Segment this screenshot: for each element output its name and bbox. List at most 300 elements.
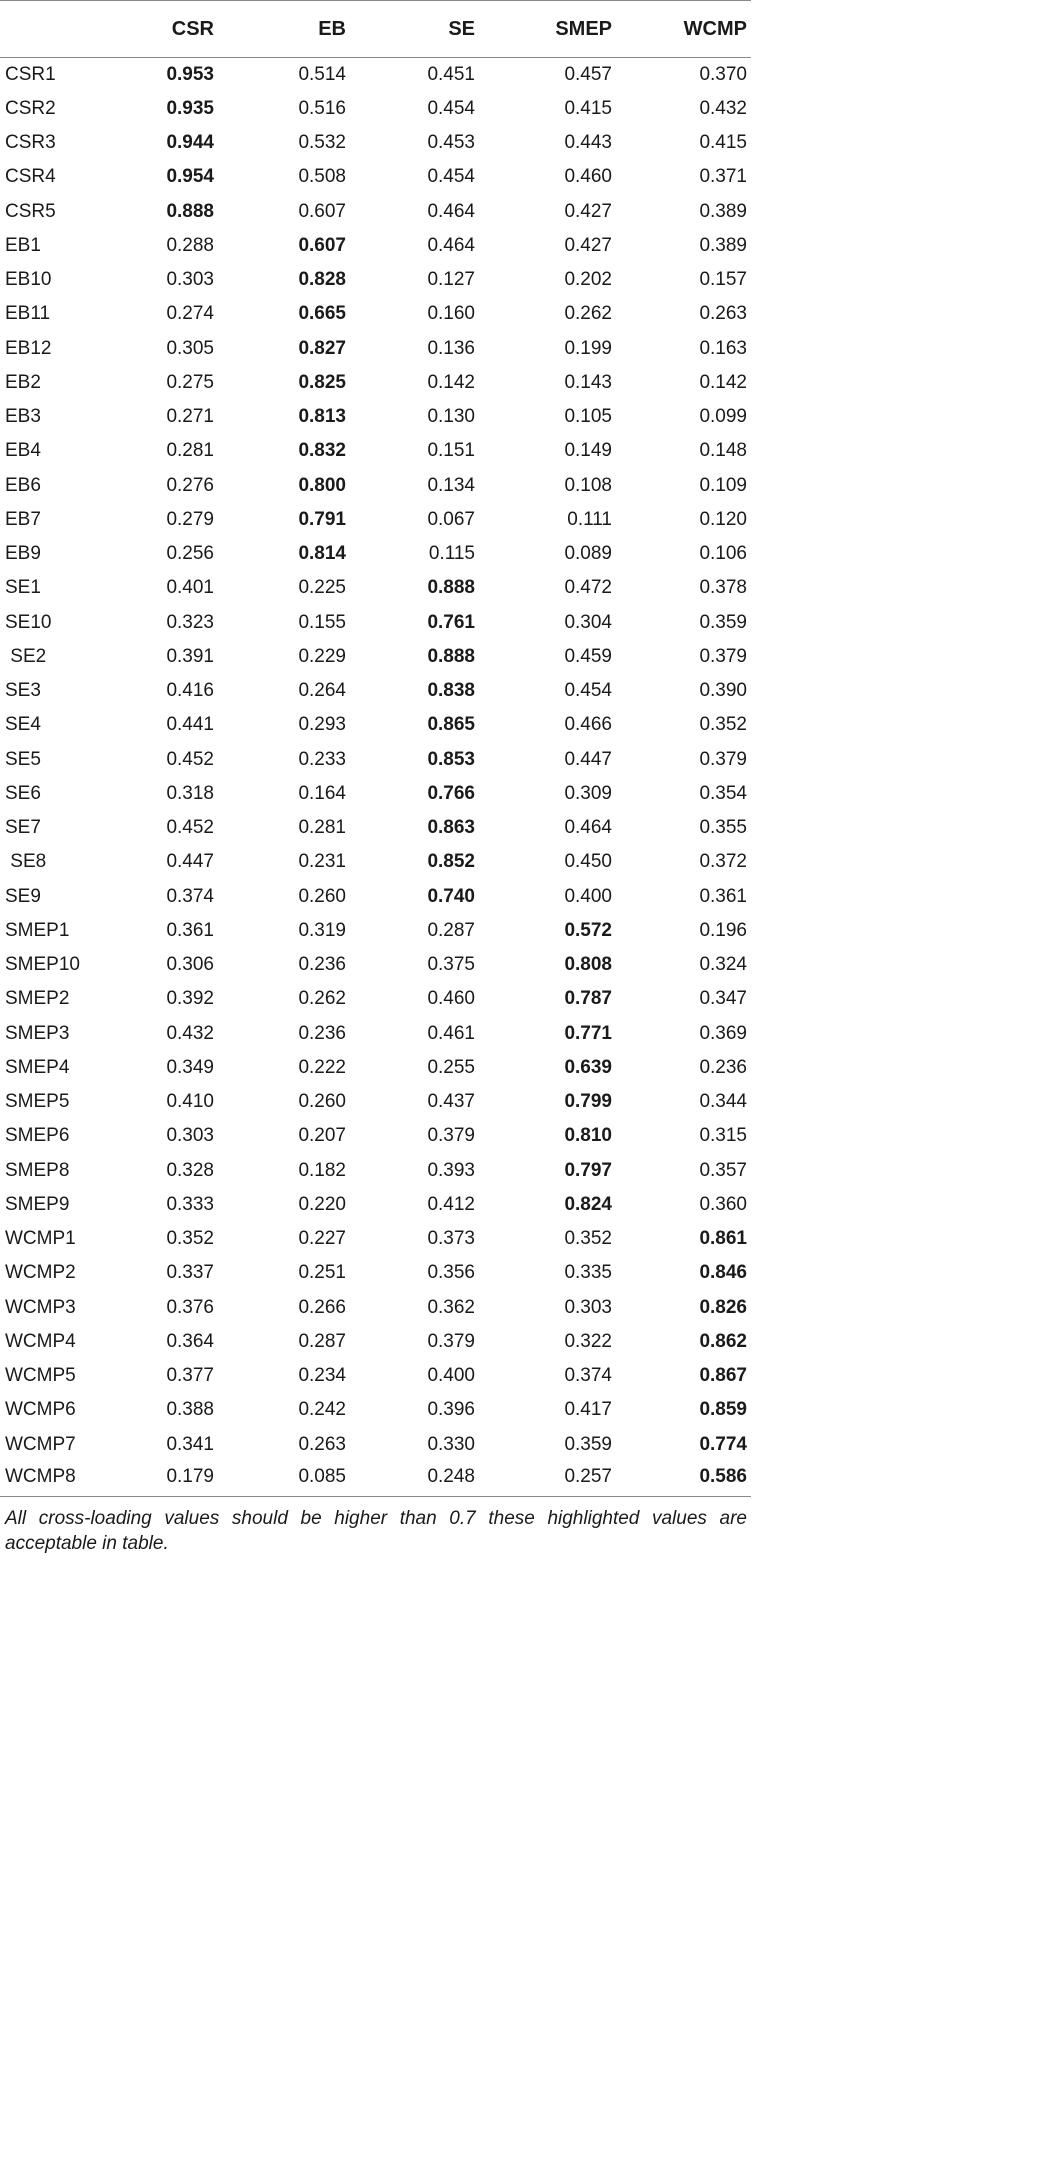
loading-cell: 0.322 xyxy=(564,1330,612,1352)
loading-cell: 0.360 xyxy=(699,1193,747,1215)
loading-cell: 0.179 xyxy=(130,1462,218,1496)
row-label: WCMP7 xyxy=(5,1433,76,1455)
loading-cell: 0.390 xyxy=(699,680,747,702)
header-cell-eb: EB xyxy=(218,1,350,58)
loading-cell: 0.953 xyxy=(166,63,214,85)
loading-cell: 0.356 xyxy=(427,1262,475,1284)
row-label: SMEP2 xyxy=(5,988,70,1010)
header-row xyxy=(0,1,751,58)
loading-cell: 0.374 xyxy=(166,885,214,907)
table-row xyxy=(0,640,751,674)
table-row xyxy=(0,1393,751,1427)
table-row xyxy=(0,434,751,468)
loading-cell: 0.324 xyxy=(699,954,747,976)
header-cell-se: SE xyxy=(350,1,479,58)
table-row xyxy=(0,1085,751,1119)
loading-cell: 0.085 xyxy=(218,1462,350,1496)
loading-cell: 0.263 xyxy=(699,303,747,325)
loading-cell: 0.142 xyxy=(427,371,475,393)
row-label: WCMP2 xyxy=(5,1262,76,1284)
loading-cell: 0.359 xyxy=(699,611,747,633)
row-label: WCMP3 xyxy=(5,1296,76,1318)
loading-cell: 0.236 xyxy=(699,1056,747,1078)
loading-cell: 0.352 xyxy=(564,1228,612,1250)
table-row xyxy=(0,1325,751,1359)
loading-cell: 0.319 xyxy=(298,919,346,941)
loading-cell: 0.330 xyxy=(427,1433,475,1455)
loading-cell: 0.450 xyxy=(564,851,612,873)
header-cell-csr: CSR xyxy=(130,1,218,58)
loading-cell: 0.427 xyxy=(564,234,612,256)
loading-cell: 0.260 xyxy=(298,885,346,907)
row-label: CSR1 xyxy=(5,63,56,85)
row-label: CSR5 xyxy=(5,200,56,222)
loading-cell: 0.227 xyxy=(298,1228,346,1250)
loading-cell: 0.352 xyxy=(166,1228,214,1250)
loading-cell: 0.370 xyxy=(699,63,747,85)
loading-cell: 0.371 xyxy=(699,166,747,188)
loading-cell: 0.089 xyxy=(564,543,612,565)
loading-cell: 0.572 xyxy=(564,919,612,941)
loading-cell: 0.303 xyxy=(166,269,214,291)
loading-cell: 0.373 xyxy=(427,1228,475,1250)
row-label: SMEP6 xyxy=(5,1125,70,1147)
loading-cell: 0.281 xyxy=(166,440,214,462)
row-label: EB12 xyxy=(5,337,52,359)
table-row xyxy=(0,1119,751,1153)
loading-cell: 0.451 xyxy=(427,63,475,85)
table-row xyxy=(0,914,751,948)
loading-cell: 0.766 xyxy=(427,782,475,804)
table-row xyxy=(0,332,751,366)
loading-cell: 0.460 xyxy=(564,166,612,188)
row-label: SE7 xyxy=(5,817,41,839)
table-row xyxy=(0,366,751,400)
row-label: EB2 xyxy=(5,371,41,393)
table-row xyxy=(0,297,751,331)
loading-cell: 0.111 xyxy=(567,508,612,530)
loading-cell: 0.447 xyxy=(564,748,612,770)
loading-cell: 0.160 xyxy=(427,303,475,325)
row-label: SE6 xyxy=(5,782,41,804)
loading-cell: 0.771 xyxy=(564,1022,612,1044)
loading-cell: 0.388 xyxy=(166,1399,214,1421)
loading-cell: 0.281 xyxy=(298,817,346,839)
loading-cell: 0.401 xyxy=(166,577,214,599)
loading-cell: 0.306 xyxy=(166,954,214,976)
loading-cell: 0.231 xyxy=(298,851,346,873)
loading-cell: 0.400 xyxy=(564,885,612,907)
loading-cell: 0.838 xyxy=(427,680,475,702)
loading-cell: 0.415 xyxy=(564,97,612,119)
row-label: SE2 xyxy=(5,645,47,667)
loading-cell: 0.148 xyxy=(699,440,747,462)
table-row xyxy=(0,708,751,742)
loading-cell: 0.441 xyxy=(166,714,214,736)
row-label: SE4 xyxy=(5,714,41,736)
table-header xyxy=(0,1,751,58)
loading-cell: 0.262 xyxy=(298,988,346,1010)
row-label: SMEP8 xyxy=(5,1159,70,1181)
table-row xyxy=(0,1256,751,1290)
loading-cell: 0.120 xyxy=(699,508,747,530)
loading-cell: 0.341 xyxy=(166,1433,214,1455)
loading-cell: 0.396 xyxy=(427,1399,475,1421)
table-row xyxy=(0,1462,751,1496)
loading-cell: 0.234 xyxy=(298,1365,346,1387)
loading-cell: 0.826 xyxy=(699,1296,747,1318)
loading-cell: 0.774 xyxy=(699,1433,747,1455)
loading-cell: 0.372 xyxy=(699,851,747,873)
loading-cell: 0.304 xyxy=(564,611,612,633)
loading-cell: 0.828 xyxy=(298,269,346,291)
loading-cell: 0.318 xyxy=(166,782,214,804)
row-label: WCMP8 xyxy=(0,1462,130,1496)
row-label: SMEP3 xyxy=(5,1022,70,1044)
table-footnote: All cross-loading values should be higher than 0.7 these highlighted values are acceptable in table. xyxy=(5,1507,747,1554)
loading-cell: 0.262 xyxy=(564,303,612,325)
loading-cell: 0.256 xyxy=(166,543,214,565)
loading-cell: 0.127 xyxy=(427,269,475,291)
loading-cell: 0.416 xyxy=(166,680,214,702)
loading-cell: 0.814 xyxy=(298,543,346,565)
loading-cell: 0.846 xyxy=(699,1262,747,1284)
loading-cell: 0.288 xyxy=(166,234,214,256)
table-row xyxy=(0,1188,751,1222)
loading-cell: 0.832 xyxy=(298,440,346,462)
loading-cell: 0.255 xyxy=(427,1056,475,1078)
loading-cell: 0.452 xyxy=(166,817,214,839)
loading-cell: 0.639 xyxy=(564,1056,612,1078)
table-row xyxy=(0,948,751,982)
loading-cell: 0.264 xyxy=(298,680,346,702)
row-label: EB1 xyxy=(5,234,41,256)
row-label: SE3 xyxy=(5,680,41,702)
row-label: CSR3 xyxy=(5,132,56,154)
table-row xyxy=(0,1359,751,1393)
loading-cell: 0.315 xyxy=(699,1125,747,1147)
row-label: EB4 xyxy=(5,440,41,462)
loading-cell: 0.142 xyxy=(699,371,747,393)
row-label: EB7 xyxy=(5,508,41,530)
loading-cell: 0.149 xyxy=(564,440,612,462)
loading-cell: 0.260 xyxy=(298,1091,346,1113)
loading-cell: 0.236 xyxy=(298,1022,346,1044)
loading-cell: 0.361 xyxy=(699,885,747,907)
table-row xyxy=(0,263,751,297)
table-body xyxy=(0,58,751,1497)
row-label: EB9 xyxy=(5,543,41,565)
table-row xyxy=(0,571,751,605)
loading-cell: 0.453 xyxy=(427,132,475,154)
loading-cell: 0.109 xyxy=(699,474,747,496)
loading-cell: 0.202 xyxy=(564,269,612,291)
loading-cell: 0.130 xyxy=(427,406,475,428)
loading-cell: 0.357 xyxy=(699,1159,747,1181)
loading-cell: 0.800 xyxy=(298,474,346,496)
loading-cell: 0.532 xyxy=(298,132,346,154)
loading-cell: 0.108 xyxy=(564,474,612,496)
loading-cell: 0.337 xyxy=(166,1262,214,1284)
table-row xyxy=(0,674,751,708)
loading-cell: 0.287 xyxy=(298,1330,346,1352)
loading-cell: 0.389 xyxy=(699,234,747,256)
row-label: SE1 xyxy=(5,577,41,599)
loading-cell: 0.516 xyxy=(298,97,346,119)
loading-cell: 0.460 xyxy=(427,988,475,1010)
loading-cell: 0.374 xyxy=(564,1365,612,1387)
table-row xyxy=(0,503,751,537)
loading-cell: 0.452 xyxy=(166,748,214,770)
loading-cell: 0.954 xyxy=(166,166,214,188)
loading-cell: 0.824 xyxy=(564,1193,612,1215)
loading-cell: 0.354 xyxy=(699,782,747,804)
header-cell-wcmp: WCMP xyxy=(616,1,751,58)
loading-cell: 0.391 xyxy=(166,645,214,667)
loading-cell: 0.143 xyxy=(564,371,612,393)
header-cell-smep: SMEP xyxy=(479,1,616,58)
loading-cell: 0.263 xyxy=(298,1433,346,1455)
row-label: EB11 xyxy=(5,303,51,325)
loading-cell: 0.099 xyxy=(699,406,747,428)
row-label: WCMP6 xyxy=(5,1399,76,1421)
loading-cell: 0.379 xyxy=(699,748,747,770)
row-label: SMEP5 xyxy=(5,1091,70,1113)
row-label: WCMP5 xyxy=(5,1365,76,1387)
loading-cell: 0.364 xyxy=(166,1330,214,1352)
loading-cell: 0.665 xyxy=(298,303,346,325)
table-row xyxy=(0,469,751,503)
table-row xyxy=(0,1428,751,1462)
loading-cell: 0.464 xyxy=(427,200,475,222)
loading-cell: 0.944 xyxy=(166,132,214,154)
table-row xyxy=(0,229,751,263)
loading-cell: 0.454 xyxy=(427,97,475,119)
loading-cell: 0.352 xyxy=(699,714,747,736)
loading-cell: 0.242 xyxy=(298,1399,346,1421)
loading-cell: 0.935 xyxy=(166,97,214,119)
loading-cell: 0.432 xyxy=(699,97,747,119)
loading-cell: 0.287 xyxy=(427,919,475,941)
loading-cell: 0.791 xyxy=(298,508,346,530)
loading-cell: 0.347 xyxy=(699,988,747,1010)
loading-cell: 0.443 xyxy=(564,132,612,154)
loading-cell: 0.106 xyxy=(699,543,747,565)
loading-cell: 0.427 xyxy=(564,200,612,222)
loading-cell: 0.454 xyxy=(564,680,612,702)
loading-cell: 0.333 xyxy=(166,1193,214,1215)
loading-cell: 0.457 xyxy=(564,63,612,85)
loading-cell: 0.305 xyxy=(166,337,214,359)
loading-cell: 0.163 xyxy=(699,337,747,359)
loading-cell: 0.355 xyxy=(699,817,747,839)
table-row xyxy=(0,880,751,914)
table-row xyxy=(0,606,751,640)
loading-cell: 0.182 xyxy=(298,1159,346,1181)
row-label: WCMP4 xyxy=(5,1330,76,1352)
table-row xyxy=(0,537,751,571)
table-row xyxy=(0,1222,751,1256)
loading-cell: 0.415 xyxy=(699,132,747,154)
table-row xyxy=(0,777,751,811)
loading-cell: 0.827 xyxy=(298,337,346,359)
table-row xyxy=(0,92,751,126)
loading-cell: 0.115 xyxy=(428,543,475,565)
table-row xyxy=(0,982,751,1016)
table-row xyxy=(0,845,751,879)
loading-cell: 0.466 xyxy=(564,714,612,736)
loading-cell: 0.586 xyxy=(616,1462,751,1496)
loading-cell: 0.266 xyxy=(298,1296,346,1318)
loading-cell: 0.229 xyxy=(298,645,346,667)
loading-cell: 0.888 xyxy=(427,577,475,599)
row-label: SMEP10 xyxy=(5,954,80,976)
loading-cell: 0.335 xyxy=(564,1262,612,1284)
loading-cell: 0.888 xyxy=(427,645,475,667)
loading-cell: 0.328 xyxy=(166,1159,214,1181)
row-label: SE9 xyxy=(5,885,41,907)
loading-cell: 0.808 xyxy=(564,954,612,976)
row-label: SMEP1 xyxy=(5,919,70,941)
loading-cell: 0.377 xyxy=(166,1365,214,1387)
row-label: EB10 xyxy=(5,269,52,291)
loading-cell: 0.787 xyxy=(564,988,612,1010)
row-label: WCMP1 xyxy=(5,1228,76,1250)
loading-cell: 0.369 xyxy=(699,1022,747,1044)
loading-cell: 0.134 xyxy=(427,474,475,496)
row-label: EB3 xyxy=(5,406,41,428)
loading-cell: 0.508 xyxy=(298,166,346,188)
loading-cell: 0.199 xyxy=(564,337,612,359)
table-row xyxy=(0,811,751,845)
row-label: CSR2 xyxy=(5,97,56,119)
table-row xyxy=(0,58,751,92)
loading-cell: 0.888 xyxy=(166,200,214,222)
loading-cell: 0.447 xyxy=(166,851,214,873)
loading-cell: 0.392 xyxy=(166,988,214,1010)
loading-cell: 0.379 xyxy=(427,1125,475,1147)
loading-cell: 0.432 xyxy=(166,1022,214,1044)
loading-cell: 0.276 xyxy=(166,474,214,496)
loading-cell: 0.275 xyxy=(166,371,214,393)
table-row xyxy=(0,195,751,229)
loading-cell: 0.379 xyxy=(699,645,747,667)
loading-cell: 0.225 xyxy=(298,577,346,599)
loading-cell: 0.867 xyxy=(699,1365,747,1387)
row-label: SE8 xyxy=(5,851,47,873)
loading-cell: 0.233 xyxy=(298,748,346,770)
loading-cell: 0.164 xyxy=(298,782,346,804)
table-row xyxy=(0,1017,751,1051)
loading-cell: 0.400 xyxy=(427,1365,475,1387)
loading-cell: 0.375 xyxy=(427,954,475,976)
table-row xyxy=(0,1051,751,1085)
loading-cell: 0.461 xyxy=(427,1022,475,1044)
loading-cell: 0.136 xyxy=(427,337,475,359)
loading-cell: 0.349 xyxy=(166,1056,214,1078)
loading-cell: 0.454 xyxy=(427,166,475,188)
loading-cell: 0.825 xyxy=(298,371,346,393)
loading-cell: 0.459 xyxy=(564,645,612,667)
loading-cell: 0.151 xyxy=(427,440,475,462)
table-row xyxy=(0,1154,751,1188)
loading-cell: 0.105 xyxy=(564,406,612,428)
loading-cell: 0.464 xyxy=(564,817,612,839)
loading-cell: 0.303 xyxy=(166,1125,214,1147)
loading-cell: 0.412 xyxy=(427,1193,475,1215)
loading-cell: 0.852 xyxy=(427,851,475,873)
loading-cell: 0.464 xyxy=(427,234,475,256)
loading-cell: 0.472 xyxy=(564,577,612,599)
row-label: CSR4 xyxy=(5,166,56,188)
loading-cell: 0.359 xyxy=(564,1433,612,1455)
loading-cell: 0.220 xyxy=(298,1193,346,1215)
loading-cell: 0.157 xyxy=(699,269,747,291)
cross-loadings-table xyxy=(0,0,751,1497)
loading-cell: 0.222 xyxy=(298,1056,346,1078)
loading-cell: 0.344 xyxy=(699,1091,747,1113)
loading-cell: 0.309 xyxy=(564,782,612,804)
loading-cell: 0.514 xyxy=(298,63,346,85)
table-row xyxy=(0,743,751,777)
loading-cell: 0.437 xyxy=(427,1091,475,1113)
loading-cell: 0.279 xyxy=(166,508,214,530)
row-label: SMEP9 xyxy=(5,1193,70,1215)
loading-cell: 0.251 xyxy=(298,1262,346,1284)
table-row xyxy=(0,160,751,194)
loading-cell: 0.207 xyxy=(298,1125,346,1147)
loading-cell: 0.196 xyxy=(699,919,747,941)
loading-cell: 0.859 xyxy=(699,1399,747,1421)
loading-cell: 0.271 xyxy=(166,406,214,428)
loading-cell: 0.607 xyxy=(298,234,346,256)
header-cell-item xyxy=(0,1,130,58)
loading-cell: 0.761 xyxy=(427,611,475,633)
loading-cell: 0.797 xyxy=(564,1159,612,1181)
loading-cell: 0.417 xyxy=(564,1399,612,1421)
loading-cell: 0.853 xyxy=(427,748,475,770)
loading-cell: 0.361 xyxy=(166,919,214,941)
loading-cell: 0.389 xyxy=(699,200,747,222)
loading-cell: 0.379 xyxy=(427,1330,475,1352)
loading-cell: 0.293 xyxy=(298,714,346,736)
row-label: EB6 xyxy=(5,474,41,496)
loading-cell: 0.155 xyxy=(298,611,346,633)
table-row xyxy=(0,1291,751,1325)
loading-cell: 0.248 xyxy=(350,1462,479,1496)
loading-cell: 0.376 xyxy=(166,1296,214,1318)
loading-cell: 0.865 xyxy=(427,714,475,736)
loading-cell: 0.607 xyxy=(298,200,346,222)
loading-cell: 0.067 xyxy=(427,508,475,530)
loading-cell: 0.274 xyxy=(166,303,214,325)
loading-cell: 0.861 xyxy=(699,1228,747,1250)
loading-cell: 0.303 xyxy=(564,1296,612,1318)
row-label: SE5 xyxy=(5,748,41,770)
loading-cell: 0.810 xyxy=(564,1125,612,1147)
loading-cell: 0.813 xyxy=(298,406,346,428)
loading-cell: 0.410 xyxy=(166,1091,214,1113)
loading-cell: 0.362 xyxy=(427,1296,475,1318)
table-row xyxy=(0,400,751,434)
loading-cell: 0.862 xyxy=(699,1330,747,1352)
loading-cell: 0.863 xyxy=(427,817,475,839)
loading-cell: 0.378 xyxy=(699,577,747,599)
loading-cell: 0.323 xyxy=(166,611,214,633)
loading-cell: 0.257 xyxy=(479,1462,616,1496)
loading-cell: 0.799 xyxy=(564,1091,612,1113)
row-label: SMEP4 xyxy=(5,1056,70,1078)
